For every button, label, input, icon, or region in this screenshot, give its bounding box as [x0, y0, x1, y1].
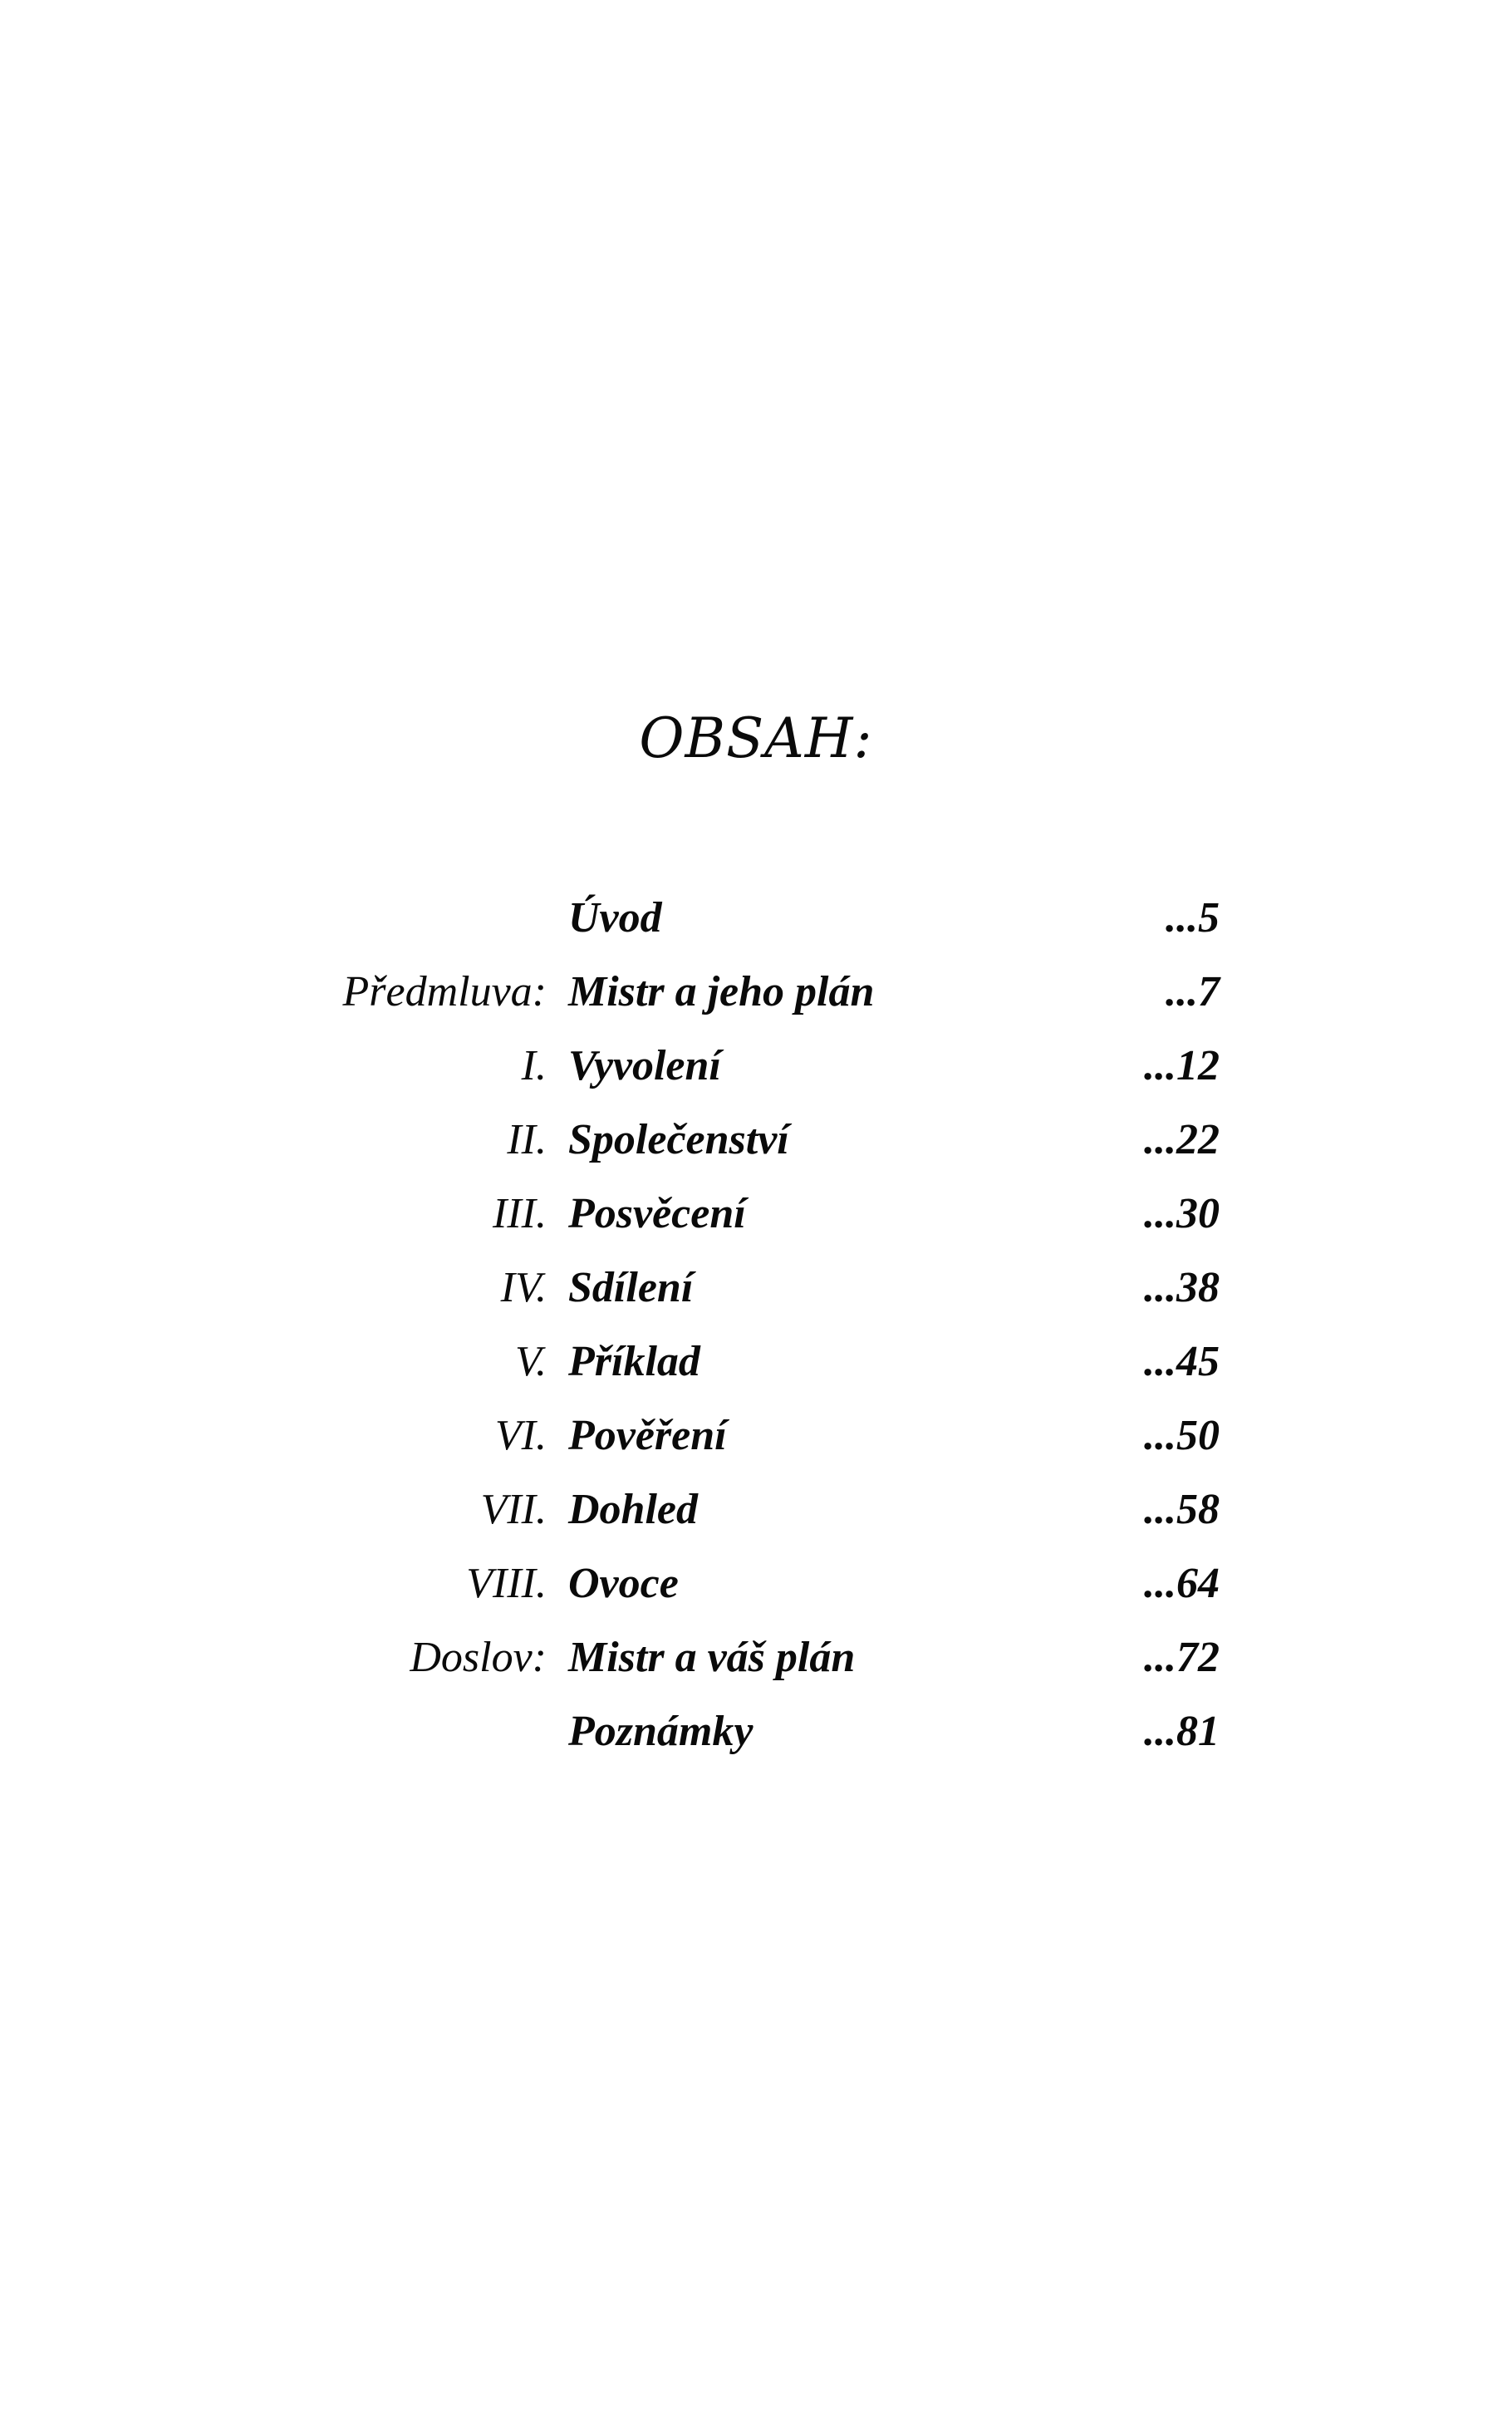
toc-prefix: VI. — [494, 1412, 547, 1459]
toc-entry: Společenství — [568, 1116, 789, 1163]
toc-page-number: ...22 — [1144, 1116, 1220, 1163]
toc-prefix: I. — [521, 1042, 547, 1089]
toc-row — [0, 1029, 1512, 1103]
toc-row — [0, 1177, 1512, 1251]
toc-row — [0, 1620, 1512, 1694]
toc-page-number: ...7 — [1166, 968, 1220, 1015]
toc-entry: Vyvolení — [568, 1042, 721, 1089]
toc-row — [0, 1399, 1512, 1473]
toc-page-number: ...58 — [1144, 1486, 1220, 1533]
toc-entry: Poznámky — [568, 1708, 754, 1755]
toc-prefix: Doslov: — [410, 1634, 547, 1681]
toc-page-number: ...30 — [1144, 1190, 1220, 1237]
toc-row — [0, 1473, 1512, 1546]
toc-prefix: V. — [514, 1338, 547, 1385]
toc-row — [0, 1325, 1512, 1399]
toc-row — [0, 1546, 1512, 1620]
toc-page-number: ...12 — [1144, 1042, 1220, 1089]
toc-entry: Příklad — [568, 1338, 700, 1385]
page-title: OBSAH: — [639, 706, 873, 770]
toc-entry: Mistr a váš plán — [568, 1634, 856, 1681]
toc-prefix: III. — [493, 1190, 547, 1237]
toc-page-number: ...50 — [1144, 1412, 1220, 1459]
toc-prefix: Předmluva: — [342, 968, 547, 1015]
table-of-contents — [0, 881, 1512, 1768]
toc-page-number: ...38 — [1144, 1264, 1220, 1311]
toc-page-number: ...64 — [1144, 1560, 1220, 1607]
toc-prefix: II. — [507, 1116, 547, 1163]
toc-page-number: ...72 — [1144, 1634, 1220, 1681]
toc-entry: Posvěcení — [568, 1190, 746, 1237]
toc-entry: Sdílení — [568, 1264, 694, 1311]
toc-entry: Pověření — [568, 1412, 727, 1459]
toc-prefix: VIII. — [466, 1560, 547, 1607]
toc-entry: Mistr a jeho plán — [568, 968, 875, 1015]
toc-page-number: ...5 — [1166, 894, 1220, 942]
toc-entry: Úvod — [568, 894, 662, 942]
toc-row — [0, 1251, 1512, 1325]
toc-row — [0, 1103, 1512, 1177]
toc-row — [0, 955, 1512, 1029]
toc-prefix: IV. — [500, 1264, 547, 1311]
toc-row — [0, 881, 1512, 955]
toc-prefix: VII. — [480, 1486, 547, 1533]
toc-page-number: ...45 — [1144, 1338, 1220, 1385]
toc-entry: Ovoce — [568, 1560, 679, 1607]
toc-entry: Dohled — [568, 1486, 698, 1533]
toc-page-number: ...81 — [1144, 1708, 1220, 1755]
toc-row — [0, 1694, 1512, 1768]
